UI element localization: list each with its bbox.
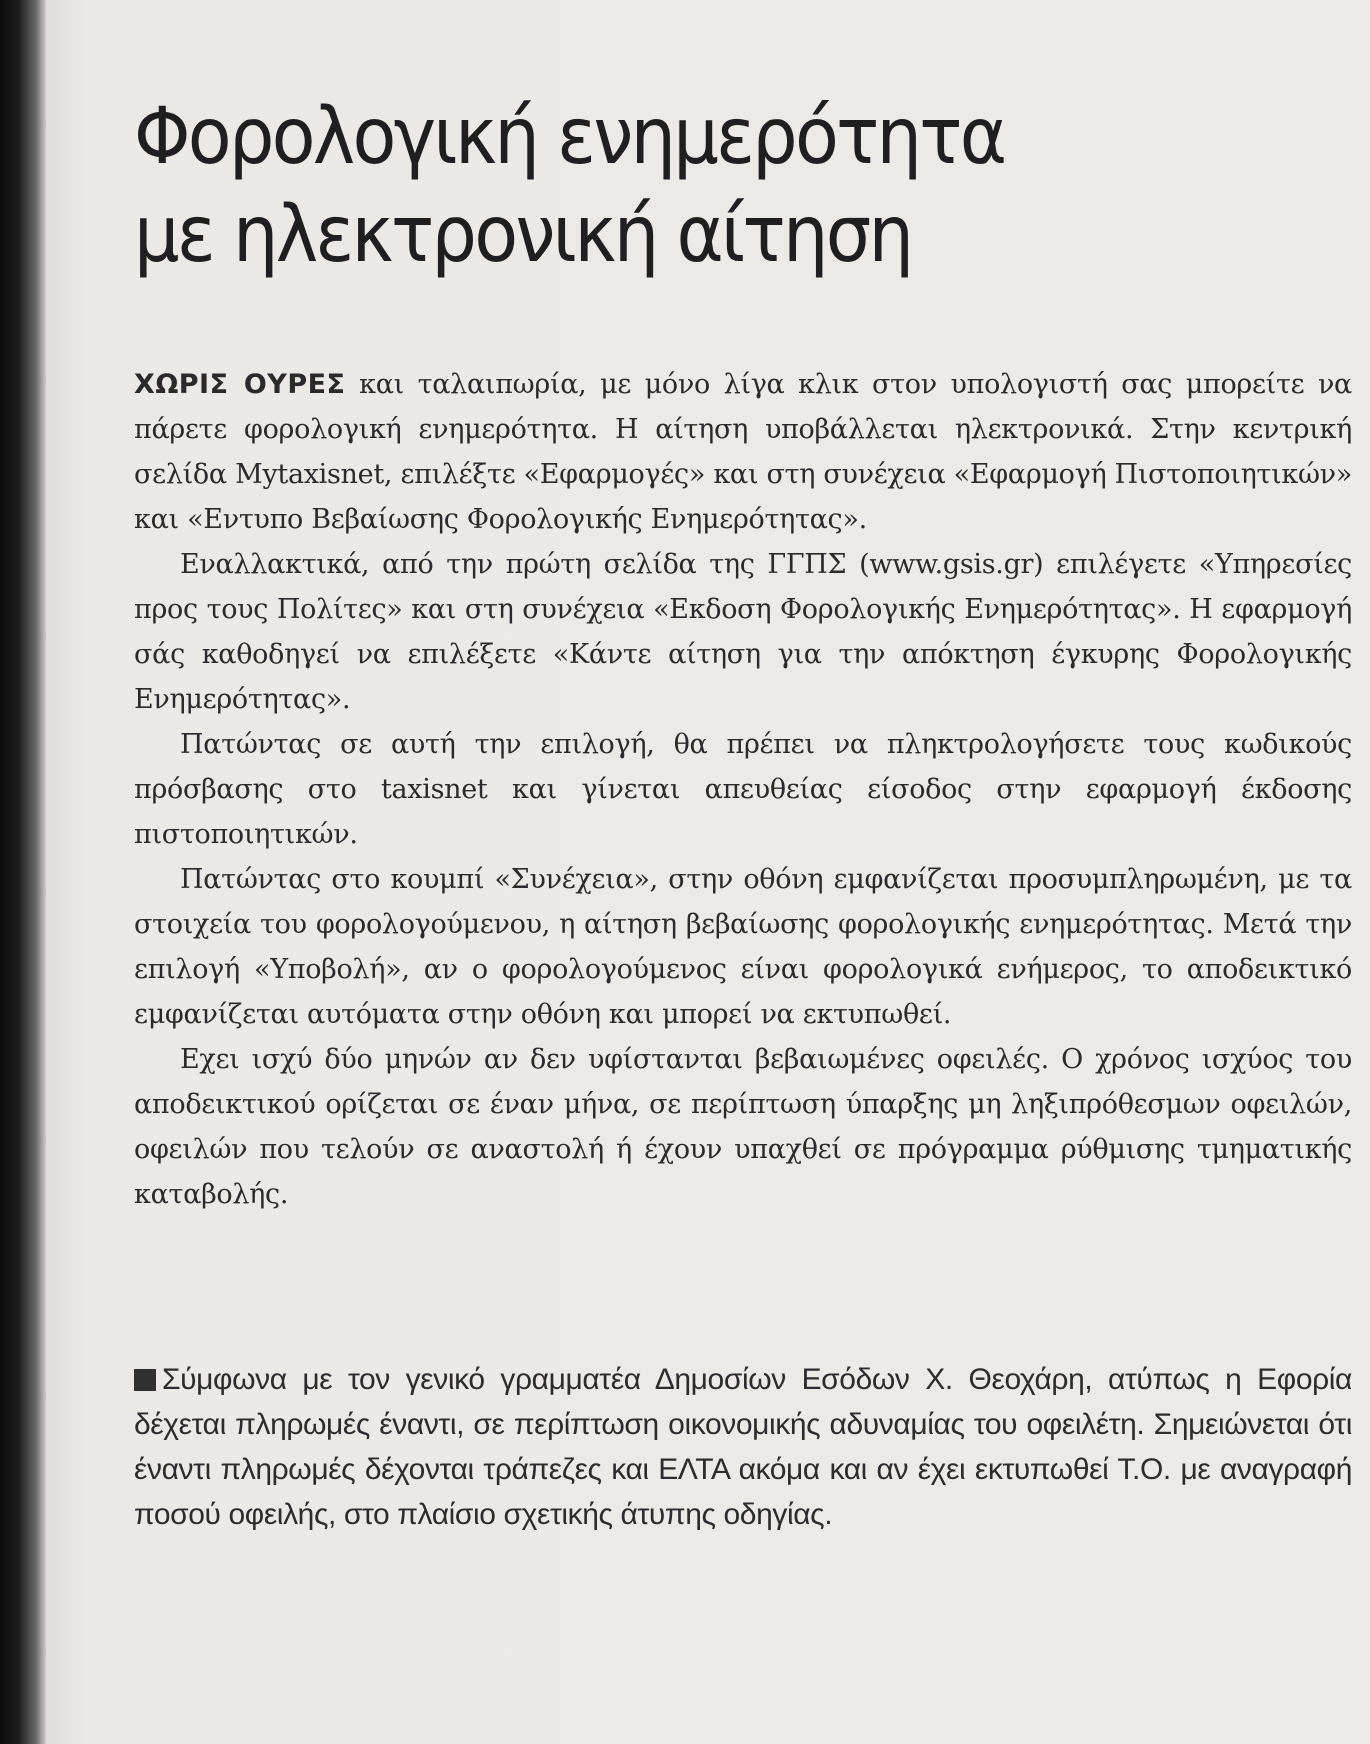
scan-shadow-edge [0, 0, 46, 1744]
side-note-text: Σύμφωνα με τον γενικό γραμματέα Δημοσίων Εσόδων Χ. Θεοχάρη, ατύπως η Εφορία δέχεται πληρωμές έναντι, σε περίπτωση οικονομικής αδυναμίας του οφειλέτη. Σημειώνεται ότι έναντι πληρωμές δέχονται τράπεζες και ΕΛΤΑ ακόμα και αν έχει εκτυπωθεί Τ.Ο. με αναγραφή ποσού οφειλής, στο πλαίσιο σχετικής άτυπης οδηγίας. [134, 1363, 1352, 1531]
article-paragraph-5: Εχει ισχύ δύο μηνών αν δεν υφίστανται βεβαιωμένες οφειλές. Ο χρόνος ισχύος του αποδεικτικού ορίζεται σε έναν μήνα, σε περίπτωση ύπαρξης μη ληξιπρόθεσμων οφειλών, οφειλών που τελούν σε αναστολή ή έχουν υπαχθεί σε πρόγραμμα ρύθμισης τμηματικής καταβολής. [134, 1044, 1352, 1210]
article-paragraph-1 [134, 362, 1352, 542]
newspaper-page [46, 0, 1370, 1744]
side-note [134, 1357, 1352, 1537]
article-headline [134, 88, 1275, 284]
headline-line-2: με ηλεκτρονική αίτηση [134, 190, 912, 280]
article-paragraph-4: Πατώντας στο κουμπί «Συνέχεια», στην οθόνη εμφανίζεται προσυμπληρωμένη, με τα στοιχεία του φορολογούμενου, η αίτηση βεβαίωσης φορολογικής ενημερότητας. Μετά την επιλογή «Υποβολή», αν ο φορολογούμενος είναι φορολογικά ενήμερος, το αποδεικτικό εμφανίζεται αυτόματα στην οθόνη και μπορεί να εκτυπωθεί. [134, 864, 1352, 1030]
lead-words: ΧΩΡΙΣ ΟΥΡΕΣ [134, 369, 346, 400]
article-paragraph-2: Εναλλακτικά, από την πρώτη σελίδα της ΓΓΠΣ (www.gsis.gr) επιλέγετε «Υπηρεσίες προς τους Πολίτες» και στη συνέχεια «Εκδοση Φορολογικής Ενημερότητας». Η εφαρμογή σάς καθοδηγεί να επιλέξετε «Κάντε αίτηση για την απόκτηση έγκυρης Φορολογικής Ενημερότητας». [134, 549, 1352, 715]
article-paragraph-3: Πατώντας σε αυτή την επιλογή, θα πρέπει να πληκτρολογήσετε τους κωδικούς πρόσβασης στο taxisnet και γίνεται απευθείας είσοδος στην εφαρμογή έκδοσης πιστοποιητικών. [134, 729, 1352, 850]
article-body [134, 362, 1352, 1217]
headline-line-1: Φορολογική ενημερότητα [134, 92, 1005, 182]
square-bullet-icon [134, 1369, 156, 1391]
paragraph-1-text: και ταλαιπωρία, με μόνο λίγα κλικ στον υπολογιστή σας μπορείτε να πάρετε φορολογική ενημερότητα. Η αίτηση υποβάλλεται ηλεκτρονικά. Στην κεντρική σελίδα Mytaxisnet, επιλέξτε «Εφαρμογές» και στη συνέχεια «Εφαρμογή Πιστοποιητικών» και «Εντυπο Βεβαίωσης Φορολογικής Ενημερότητας». [134, 369, 1352, 535]
